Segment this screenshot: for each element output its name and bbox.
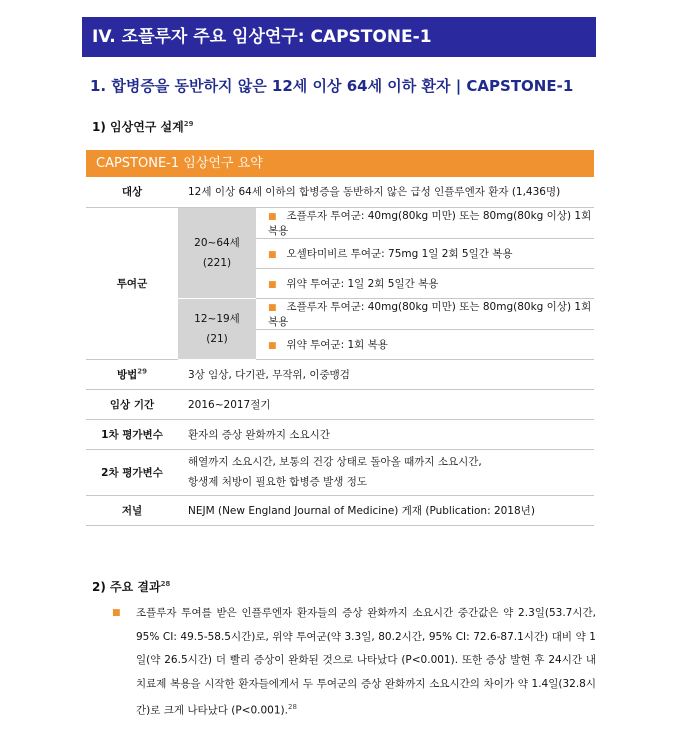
method-label: 방법$^{29}$ [86,359,178,389]
bullet-icon: ■ [268,302,277,313]
design-label: 1) 임상연구 설계 [92,120,184,134]
secondary-value: 해열까지 소요시간, 보통의 건강 상태로 돌아올 때까지 소요시간, 항생제 처방이 필요한 합병증 발생 정도 [178,449,594,495]
teen-age-cell [178,298,256,359]
results-ref: 28 [160,580,171,588]
period-value: 2016~2017절기 [178,389,594,419]
table-row-group [86,207,594,238]
table-row-primary [86,419,594,449]
table-row-method [86,359,594,389]
secondary-label: 2차 평가변수 [86,449,178,495]
period-label: 임상 기간 [86,389,178,419]
teen-n: (21) [206,332,228,345]
design-subtitle [92,118,194,135]
table-row-secondary [86,449,594,495]
adult-n: (221) [202,256,232,269]
chapter-title-bar [82,17,596,57]
adult-item: ■ 조플루자 투여군: 40mg(80kg 미만) 또는 80mg(80kg 이상) 1회 복용 [256,207,594,238]
results-paragraph [112,602,596,723]
bullet-icon: ■ [268,211,277,222]
target-value: 12세 이상 64세 이하의 합병증을 동반하지 않은 급성 인플루엔자 환자 (1,436명) [178,177,594,207]
teen-item: ■ 위약 투여군: 1회 복용 [256,329,594,359]
groups-label: 투여군 [86,207,178,359]
target-label: 대상 [86,177,178,207]
table-row-period [86,389,594,419]
section-title: 1. 합병증을 동반하지 않은 12세 이상 64세 이하 환자 | CAPSTONE-1 [90,77,574,95]
teen-item: ■ 조플루자 투여군: 40mg(80kg 미만) 또는 80mg(80kg 이상) 1회 복용 [256,298,594,329]
study-summary-table [86,150,594,526]
bullet-icon: ■ [112,608,121,618]
results-text: 조플루자 투여를 받은 인플루엔자 환자들의 증상 완화까지 소요시간 중간값은 약 2.3일(53.7시간, 95% CI: 49.5-58.5시간)로, 위약 투여군(약 3.3일, 80.2시간, 95% CI: 72.6-87.1시간) 대비 약 1일(약 26.5시간) 더 빨리 증상이 완화된 것으로 나타났다 (P<0.001). 또한 증상 발현 후 24시간 내 치료제 복용을 시작한 환자들에게서 두 투여군의 증상 완화까지 소요시간의 차이가 약 1.4일(32.8시간)로 크게 나타났다 (P<0.001). [136,607,596,717]
adult-item: ■ 위약 투여군: 1일 2회 5일간 복용 [256,268,594,298]
chapter-title: IV. 조플루자 주요 임상연구: CAPSTONE-1 [92,27,432,47]
method-value: 3상 임상, 다기관, 무작위, 이중맹검 [178,359,594,389]
primary-value: 환자의 증상 완화까지 소요시간 [178,419,594,449]
table-row-journal [86,495,594,525]
design-ref: 29 [183,120,194,128]
adult-age: 20~64세 [194,236,240,249]
teen-age: 12~19세 [194,312,240,325]
adult-item: ■ 오셀타미비르 투여군: 75mg 1일 2회 5일간 복용 [256,238,594,268]
adult-age-cell [178,207,256,298]
bullet-icon: ■ [268,279,277,290]
table-header: CAPSTONE-1 임상연구 요약 [86,150,594,177]
results-subtitle [92,578,170,595]
bullet-icon: ■ [268,340,277,351]
table-row-target [86,177,594,207]
primary-label: 1차 평가변수 [86,419,178,449]
results-label: 2) 주요 결과 [92,580,161,594]
journal-label: 저널 [86,495,178,525]
results-end-ref: 28 [287,703,297,711]
journal-value: NEJM (New England Journal of Medicine) 게재 (Publication: 2018년) [178,495,594,525]
bullet-icon: ■ [268,249,277,260]
